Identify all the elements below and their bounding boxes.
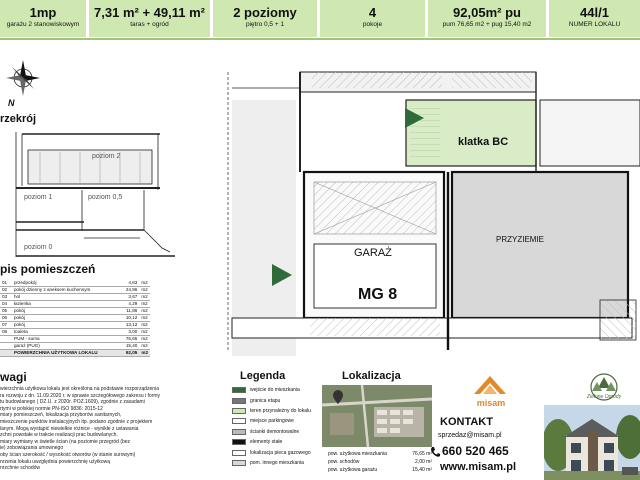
legend-swatch — [232, 429, 246, 435]
stair-label: klatka BC — [458, 136, 509, 148]
room-unit: m2 — [139, 342, 150, 349]
garage-code: MG 8 — [358, 286, 398, 303]
building-photo — [544, 405, 640, 480]
room-name: pokój — [12, 307, 117, 314]
legend-item — [232, 458, 327, 468]
tile-levels-value: 2 poziomy — [233, 5, 297, 20]
contact-email[interactable]: sprzedaz@misam.pl — [438, 432, 502, 439]
room-unit: m2 — [139, 307, 150, 314]
legend — [232, 385, 327, 468]
section-level-0: poziom 0 — [24, 244, 53, 251]
tile-unit-number-caption: NUMER LOKALU — [568, 21, 621, 28]
room-area: 13,12 — [117, 321, 139, 328]
legend-label: wejście do mieszkania — [250, 387, 300, 394]
note-line: oby ścian szerokość / wysokość otworów (w stanie surowym) — [0, 451, 136, 458]
room-unit: m2 — [139, 286, 150, 293]
room-unit: m2 — [139, 321, 150, 328]
room-unit: m2 — [139, 314, 150, 321]
legend-swatch — [232, 460, 246, 466]
contact-title: KONTAKT — [440, 416, 493, 428]
tile-terrace-value: 7,31 m² + 49,11 m² — [94, 5, 205, 20]
note-line: mieszczenie punktów instalacyjnych itp. podano zgodnie z projektem — [0, 418, 153, 425]
stat-value: 76,65 m² — [412, 451, 432, 457]
section-level-1: poziom 1 — [24, 194, 53, 201]
legend-swatch — [232, 408, 246, 414]
room-no: 07 — [0, 321, 12, 328]
rooms-title: pis pomieszczeń — [0, 262, 96, 276]
legend-label: lokalizacja pieca gazowego — [250, 449, 311, 456]
room-no: 04 — [0, 300, 12, 307]
note-line: tu budowlanego ( DZ.U. z 2020r. POZ.1609), zgodnie z zasadami — [0, 399, 145, 406]
contact-brand: misam — [476, 398, 506, 408]
stat-row — [328, 458, 432, 466]
contact-phone[interactable]: 660 520 465 — [442, 444, 509, 458]
tile-area-caption: pum 76,65 m2 + pug 15,40 m2 — [442, 21, 532, 28]
section-level-05: poziom 0,5 — [88, 194, 123, 201]
note-line: miary pomieszczeń, lokalizacja przyborów sanitarnych, — [0, 412, 122, 419]
room-name: pokój — [12, 321, 117, 328]
room-no: 06 — [0, 314, 12, 321]
stat-label: pow. użytkowa mieszkania — [328, 451, 387, 457]
legend-item — [232, 395, 327, 405]
stat-label: pow. schodów — [328, 459, 360, 465]
stat-row — [328, 466, 432, 474]
note-line: rtymi w polskiej normie PN-ISO 9836: 2015-12 — [0, 405, 103, 412]
garage-label: GARAŻ — [354, 247, 392, 259]
room-name: pokój dzienny z aneksem kuchennym — [12, 286, 117, 293]
room-area: 24,96 — [117, 286, 139, 293]
room-name: łazienka — [12, 300, 117, 307]
tile-parking-caption: garażu 2 stanowiskowym — [6, 21, 80, 28]
legend-label: pom. innego mieszkania — [250, 459, 304, 466]
note-line: nrzenia lokalu uwzględnia powierzchnię użytkową — [0, 458, 111, 465]
room-area: 3,67 — [117, 293, 139, 300]
room-area: 3,00 — [117, 328, 139, 335]
legend-label: teren przynależny do lokalu — [250, 407, 311, 414]
location-title: Lokalizacja — [342, 370, 401, 382]
tile-parking-value: 1mp — [29, 5, 57, 20]
phone-icon — [430, 446, 440, 458]
room-area: 10,12 — [117, 314, 139, 321]
legend-item — [232, 416, 327, 426]
legend-item — [232, 385, 327, 395]
note-line: nrzchnie schodów — [0, 465, 41, 472]
room-name: pokój — [12, 314, 117, 321]
note-line: miary wymiany w świetle ścian (na poziomie przegród (bez — [0, 438, 131, 445]
section-title: rzekrój — [0, 113, 37, 125]
tile-terrace-caption: taras + ogród — [130, 21, 169, 28]
legend-label: granica etapu — [250, 397, 281, 404]
room-area: 15,40 — [117, 342, 139, 349]
room-total-cell: POWIERZCHNIA UŻYTKOWA LOKALU — [12, 349, 117, 356]
compass-north-label: N — [8, 98, 15, 108]
room-name: przedpokój — [12, 279, 117, 286]
room-no: 03 — [0, 293, 12, 300]
legend-swatch — [232, 398, 246, 404]
legend-item — [232, 437, 327, 447]
room-area: 4,63 — [117, 279, 139, 286]
note-line: wierzchnia użytkowa lokalu jest określona na podstawie rozporządzenia — [0, 386, 159, 392]
legend-item — [232, 427, 327, 437]
room-area: 4,29 — [117, 300, 139, 307]
room-unit: m2 — [139, 279, 150, 286]
room-name: garaż (PUG) — [12, 342, 117, 349]
room-name: hol — [12, 293, 117, 300]
legend-item — [232, 406, 327, 416]
legend-item — [232, 447, 327, 457]
room-no: 05 — [0, 307, 12, 314]
note-line: ra rozwoju z dn. 11.09.2020 r. w sprawie szczegółowego zakresu i formy — [0, 392, 160, 399]
legend-swatch — [232, 387, 246, 393]
room-area: 76,65 — [117, 335, 139, 342]
room-unit: m2 — [139, 328, 150, 335]
room-unit: m2 — [139, 300, 150, 307]
room-name: toaleta — [12, 328, 117, 335]
room-no: 02 — [0, 286, 12, 293]
room-name: PUM - suma — [12, 335, 117, 342]
room-no: 01 — [0, 279, 12, 286]
room-unit: m2 — [139, 335, 150, 342]
notes-title: wagi — [0, 370, 27, 384]
legend-swatch — [232, 450, 246, 456]
room-area: 11,86 — [117, 307, 139, 314]
tile-area-value: 92,05m² pu — [453, 5, 521, 20]
note-line: zchni powstałe w trakcie realizacji prac budowlanych. — [0, 432, 118, 439]
contact-website[interactable]: www.misam.pl — [440, 461, 517, 473]
tile-levels-caption: piętro 0,5 + 1 — [245, 21, 285, 28]
legend-label: ścianki demontowalne — [250, 428, 300, 435]
stat-row — [328, 450, 432, 458]
section-level-2: poziom 2 — [92, 153, 121, 160]
stat-label: pow. użytkowa garażu — [328, 467, 378, 473]
tile-rooms-caption: pokoje — [362, 21, 383, 28]
legend-label: miejsce parkingowe — [250, 418, 294, 425]
note-line: lanym. Mogą wystąpić niewielkie różnice - wynikłe z ustawania — [0, 425, 139, 432]
stat-value: 15,40 m² — [412, 467, 432, 473]
legend-swatch — [232, 439, 246, 445]
tile-rooms-value: 4 — [368, 5, 377, 20]
legend-swatch — [232, 418, 246, 424]
estate-logo-text: Zielone Ogrody — [586, 394, 622, 400]
room-unit: m2 — [139, 293, 150, 300]
legend-title: Legenda — [240, 370, 286, 382]
stat-value: 2,00 m² — [415, 459, 432, 465]
note-line: ie) zobowiązania umownego — [0, 445, 64, 452]
room-total-cell: 92,05 — [117, 349, 139, 356]
legend-label: elementy stałe — [250, 439, 283, 446]
room-no: 08 — [0, 328, 12, 335]
room-total-cell: m2 — [141, 350, 148, 355]
location-map — [322, 385, 432, 447]
ground-floor-label: PRZYZIEMIE — [496, 235, 545, 244]
location-stats — [328, 450, 432, 474]
tile-unit-number-value: 44l/1 — [580, 5, 609, 20]
